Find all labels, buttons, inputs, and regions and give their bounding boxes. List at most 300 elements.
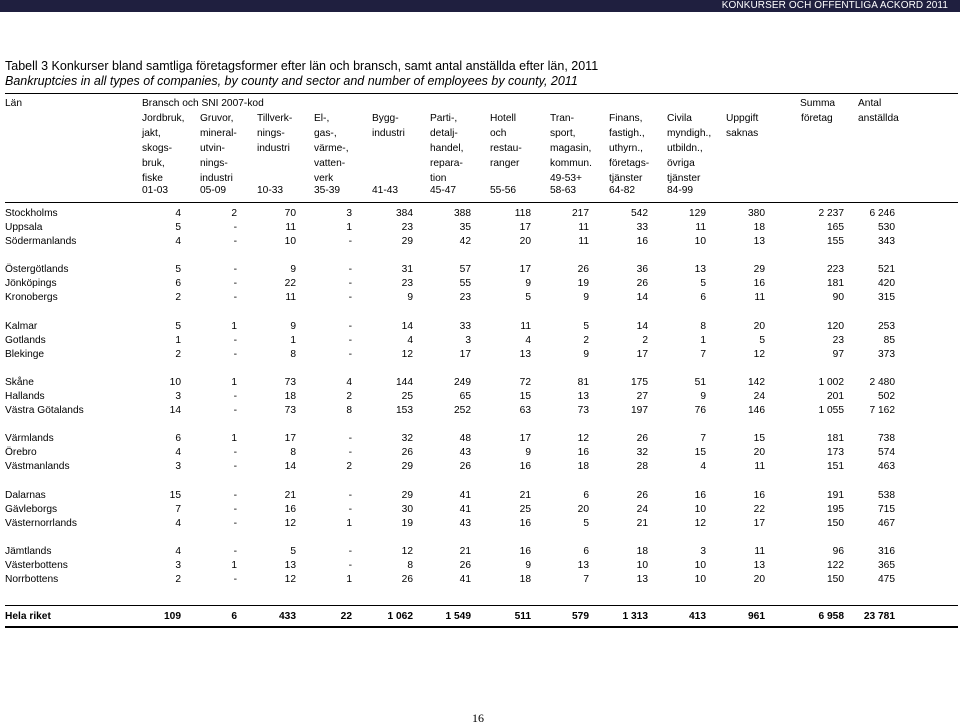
table-cell: 11 xyxy=(578,236,589,247)
table-cell: 51 xyxy=(694,377,706,388)
column-header-line: jakt, xyxy=(142,128,161,139)
column-header-line: nings- xyxy=(200,158,228,169)
table-cell: 76 xyxy=(694,405,706,416)
column-header-line: ranger xyxy=(490,158,520,169)
column-header-line: verk xyxy=(314,173,334,184)
table-cell: 26 xyxy=(459,560,471,571)
table-cell: 146 xyxy=(748,405,765,416)
table-cell: 1 xyxy=(290,335,296,346)
table-cell: 73 xyxy=(577,405,589,416)
row-label: Kronobergs xyxy=(5,292,58,303)
column-header-line: bruk, xyxy=(142,158,165,169)
row-label: Örebro xyxy=(5,447,37,458)
table-cell: - xyxy=(348,335,352,346)
table-cell: 181 xyxy=(827,278,844,289)
table-cell: 21 xyxy=(284,490,296,501)
table-cell: 27 xyxy=(636,391,648,402)
table-cell: 5 xyxy=(583,321,589,332)
table-cell: 90 xyxy=(832,292,844,303)
table-cell: 29 xyxy=(401,236,413,247)
table-cell: 12 xyxy=(694,518,706,529)
table-cell: 120 xyxy=(827,321,844,332)
table-cell: 41 xyxy=(459,574,471,585)
table-cell: 738 xyxy=(878,433,895,444)
table-cell: - xyxy=(348,433,352,444)
table-cell: 12 xyxy=(753,349,765,360)
column-header-line: Bygg- xyxy=(372,113,399,124)
column-header-line: utvin- xyxy=(200,143,225,154)
column-header-line: industri xyxy=(200,173,233,184)
header-bottom-rule xyxy=(5,202,958,203)
table-cell: 5 xyxy=(525,292,531,303)
table-cell: 13 xyxy=(753,560,765,571)
table-cell: 21 xyxy=(636,518,648,529)
column-header-line: magasin, xyxy=(550,143,592,154)
table-cell: 2 xyxy=(583,335,589,346)
total-top-rule xyxy=(5,605,958,606)
table-cell: 20 xyxy=(753,574,765,585)
table-cell: 16 xyxy=(753,490,765,501)
table-cell: 9 xyxy=(700,391,706,402)
column-header-line: Civila xyxy=(667,113,692,124)
table-cell: 151 xyxy=(827,461,844,472)
table-cell: 7 xyxy=(700,349,706,360)
table-cell: 129 xyxy=(689,208,706,219)
table-cell: 20 xyxy=(753,321,765,332)
table-cell: 2 237 xyxy=(818,208,844,219)
table-cell: - xyxy=(348,236,352,247)
table-cell: 16 xyxy=(519,546,531,557)
table-cell: 5 xyxy=(759,335,765,346)
table-cell: 14 xyxy=(284,461,296,472)
table-cell: 5 xyxy=(290,546,296,557)
table-cell: 10 xyxy=(694,574,706,585)
table-cell: 41 xyxy=(459,490,471,501)
table-cell: 29 xyxy=(401,490,413,501)
table-cell: 155 xyxy=(827,236,844,247)
table-cell: 2 xyxy=(231,208,237,219)
column-header-line: Gruvor, xyxy=(200,113,234,124)
table-cell: - xyxy=(348,546,352,557)
table-cell: 1 xyxy=(175,335,181,346)
table-cell: 26 xyxy=(636,433,648,444)
table-cell: 2 xyxy=(346,391,352,402)
table-cell: 6 246 xyxy=(869,208,895,219)
column-header-line: värme-, xyxy=(314,143,349,154)
table-cell: 9 xyxy=(583,292,589,303)
table-cell: 521 xyxy=(878,264,895,275)
row-label: Södermanlands xyxy=(5,236,77,247)
table-cell: 1 xyxy=(231,433,237,444)
table-cell: 18 xyxy=(636,546,648,557)
column-header-line: gas-, xyxy=(314,128,337,139)
table-cell: 57 xyxy=(459,264,471,275)
column-header-line: vatten- xyxy=(314,158,346,169)
table-cell: 530 xyxy=(878,222,895,233)
table-cell: 26 xyxy=(636,490,648,501)
table-cell: 9 xyxy=(290,264,296,275)
column-header-lan: Län xyxy=(5,98,22,109)
table-cell: 48 xyxy=(459,433,471,444)
table-cell: 3 xyxy=(175,560,181,571)
table-cell: 14 xyxy=(636,321,648,332)
table-cell: 4 xyxy=(175,518,181,529)
table-cell: - xyxy=(233,391,237,402)
table-cell: 8 xyxy=(290,349,296,360)
table-cell: 85 xyxy=(883,335,895,346)
table-cell: 36 xyxy=(636,264,648,275)
table-cell: 150 xyxy=(827,574,844,585)
table-cell: 24 xyxy=(636,504,648,515)
table-cell: 6 xyxy=(583,546,589,557)
table-cell: 538 xyxy=(878,490,895,501)
table-cell: 16 xyxy=(636,236,648,247)
table-cell: 13 xyxy=(636,574,648,585)
table-cell: 2 xyxy=(175,349,181,360)
table-cell: - xyxy=(348,278,352,289)
table-cell: - xyxy=(233,447,237,458)
table-cell: 165 xyxy=(827,222,844,233)
table-cell: 10 xyxy=(694,560,706,571)
table-cell: - xyxy=(233,264,237,275)
table-cell: 118 xyxy=(514,208,531,219)
row-label: Västra Götalands xyxy=(5,405,84,416)
table-cell: 7 162 xyxy=(869,405,895,416)
table-cell: 16 xyxy=(284,504,296,515)
column-header-line: 05-09 xyxy=(200,185,227,196)
table-cell: 31 xyxy=(401,264,413,275)
table-cell: 96 xyxy=(832,546,844,557)
column-header-bransch: Bransch och SNI 2007-kod xyxy=(142,98,264,109)
table-cell: 30 xyxy=(401,504,413,515)
table-cell: 20 xyxy=(519,236,531,247)
table-cell: 14 xyxy=(401,321,413,332)
table-cell: 18 xyxy=(284,391,296,402)
table-cell: 19 xyxy=(401,518,413,529)
table-cell: 17 xyxy=(459,349,471,360)
table-cell: 9 xyxy=(290,321,296,332)
row-label: Gävleborgs xyxy=(5,504,58,515)
table-cell: 10 xyxy=(169,377,181,388)
column-header-line: 58-63 xyxy=(550,185,577,196)
total-row-label: Hela riket xyxy=(5,611,51,622)
column-header-line: utbildn., xyxy=(667,143,703,154)
column-header-line: industri xyxy=(257,143,290,154)
table-cell: 20 xyxy=(577,504,589,515)
table-cell: 4 xyxy=(175,546,181,557)
page-number: 16 xyxy=(472,711,484,725)
table-cell: - xyxy=(348,349,352,360)
total-cell: 6 xyxy=(231,611,237,622)
column-header-line: Tran- xyxy=(550,113,574,124)
table-cell: 28 xyxy=(636,461,648,472)
table-cell: 32 xyxy=(636,447,648,458)
table-cell: 1 xyxy=(231,377,237,388)
table-cell: 8 xyxy=(700,321,706,332)
table-cell: 542 xyxy=(631,208,648,219)
table-cell: 12 xyxy=(577,433,589,444)
table-cell: 21 xyxy=(459,546,471,557)
table-cell: 22 xyxy=(284,278,296,289)
table-cell: - xyxy=(233,222,237,233)
table-cell: 388 xyxy=(454,208,471,219)
table-cell: 43 xyxy=(459,447,471,458)
table-cell: 343 xyxy=(878,236,895,247)
column-header-line: fastigh., xyxy=(609,128,645,139)
table-cell: - xyxy=(233,574,237,585)
column-header-line: repara- xyxy=(430,158,463,169)
column-header-line: uthyrn., xyxy=(609,143,643,154)
table-cell: 467 xyxy=(878,518,895,529)
table-cell: 6 xyxy=(175,433,181,444)
table-cell: 17 xyxy=(519,222,531,233)
column-header-line: kommun. xyxy=(550,158,592,169)
table-cell: 26 xyxy=(636,278,648,289)
total-cell: 22 xyxy=(340,611,352,622)
table-cell: 4 xyxy=(346,377,352,388)
table-cell: 2 480 xyxy=(869,377,895,388)
table-cell: 26 xyxy=(401,574,413,585)
table-cell: 70 xyxy=(284,208,296,219)
table-cell: 150 xyxy=(827,518,844,529)
table-cell: 201 xyxy=(827,391,844,402)
row-label: Västmanlands xyxy=(5,461,70,472)
column-header-line: 45-47 xyxy=(430,185,457,196)
table-cell: 11 xyxy=(578,222,589,233)
table-cell: 21 xyxy=(519,490,531,501)
table-cell: 29 xyxy=(753,264,765,275)
running-title: KONKURSER OCH OFFENTLIGA ACKORD 2011 xyxy=(721,0,948,11)
table-cell: 10 xyxy=(694,236,706,247)
table-cell: 315 xyxy=(878,292,895,303)
table-cell: 1 055 xyxy=(818,405,844,416)
table-cell: 373 xyxy=(878,349,895,360)
table-cell: 6 xyxy=(700,292,706,303)
table-cell: 8 xyxy=(290,447,296,458)
table-cell: 380 xyxy=(748,208,765,219)
table-cell: - xyxy=(233,349,237,360)
table-cell: 41 xyxy=(459,504,471,515)
table-cell: 26 xyxy=(401,447,413,458)
table-cell: 4 xyxy=(700,461,706,472)
table-cell: 17 xyxy=(519,264,531,275)
column-header-antal-sub: anställda xyxy=(858,113,899,124)
column-header-line: industri xyxy=(372,128,405,139)
table-cell: 17 xyxy=(636,349,648,360)
table-cell: 249 xyxy=(454,377,471,388)
column-header-line: övriga xyxy=(667,158,695,169)
column-header-summa: Summa xyxy=(800,98,836,109)
table-cell: 8 xyxy=(407,560,413,571)
row-label: Östergötlands xyxy=(5,264,69,275)
column-header-line: 10-33 xyxy=(257,185,284,196)
table-cell: 6 xyxy=(583,490,589,501)
column-header-line: fiske xyxy=(142,173,163,184)
table-cell: 72 xyxy=(519,377,531,388)
table-cell: - xyxy=(348,292,352,303)
table-cell: 17 xyxy=(753,518,765,529)
table-cell: 463 xyxy=(878,461,895,472)
total-cell: 109 xyxy=(164,611,181,622)
row-label: Norrbottens xyxy=(5,574,59,585)
table-cell: 12 xyxy=(284,518,296,529)
total-cell: 6 958 xyxy=(818,611,844,622)
table-cell: 574 xyxy=(878,447,895,458)
column-header-line: 35-39 xyxy=(314,185,341,196)
table-cell: - xyxy=(233,504,237,515)
table-cell: 7 xyxy=(175,504,181,515)
table-cell: - xyxy=(233,546,237,557)
table-cell: - xyxy=(348,447,352,458)
table-cell: - xyxy=(348,560,352,571)
table-cell: 10 xyxy=(284,236,296,247)
row-label: Dalarnas xyxy=(5,490,46,501)
table-cell: 10 xyxy=(694,504,706,515)
table-cell: 5 xyxy=(175,222,181,233)
table-cell: 73 xyxy=(284,405,296,416)
table-cell: - xyxy=(233,335,237,346)
table-cell: 73 xyxy=(284,377,296,388)
table-cell: 5 xyxy=(175,321,181,332)
row-label: Uppsala xyxy=(5,222,43,233)
table-cell: 23 xyxy=(832,335,844,346)
column-header-line: 01-03 xyxy=(142,185,169,196)
table-cell: 223 xyxy=(827,264,844,275)
table-cell: - xyxy=(233,461,237,472)
table-cell: 23 xyxy=(459,292,471,303)
table-cell: 15 xyxy=(694,447,706,458)
table-cell: 475 xyxy=(878,574,895,585)
column-header-line: Jordbruk, xyxy=(142,113,185,124)
table-cell: 715 xyxy=(878,504,895,515)
table-cell: 1 xyxy=(346,574,352,585)
table-cell: 42 xyxy=(459,236,471,247)
table-cell: 365 xyxy=(878,560,895,571)
column-header-line: restau- xyxy=(490,143,522,154)
total-cell: 1 549 xyxy=(445,611,471,622)
row-label: Västernorrlands xyxy=(5,518,77,529)
column-header-line: El-, xyxy=(314,113,330,124)
table-cell: 13 xyxy=(284,560,296,571)
table-cell: 1 xyxy=(346,222,352,233)
table-cell: 15 xyxy=(519,391,531,402)
table-cell: 11 xyxy=(754,292,765,303)
column-header-line: detalj- xyxy=(430,128,458,139)
table-cell: 17 xyxy=(519,433,531,444)
table-cell: 384 xyxy=(396,208,413,219)
table-cell: - xyxy=(348,504,352,515)
table-cell: 65 xyxy=(459,391,471,402)
table-cell: 5 xyxy=(700,278,706,289)
table-title: Tabell 3 Konkurser bland samtliga företagsformer efter län och bransch, samt antal anställda efter län, 2011 xyxy=(5,59,599,73)
total-cell: 1 313 xyxy=(622,611,648,622)
column-header-line: mineral- xyxy=(200,128,237,139)
table-cell: 17 xyxy=(284,433,296,444)
column-header-line: 64-82 xyxy=(609,185,636,196)
row-label: Hallands xyxy=(5,391,45,402)
total-cell: 511 xyxy=(514,611,531,622)
table-cell: 4 xyxy=(525,335,531,346)
row-label: Kalmar xyxy=(5,321,38,332)
table-cell: 5 xyxy=(583,518,589,529)
table-cell: 14 xyxy=(169,405,181,416)
table-cell: 3 xyxy=(465,335,471,346)
table-cell: 9 xyxy=(583,349,589,360)
table-cell: 97 xyxy=(832,349,844,360)
table-cell: 5 xyxy=(175,264,181,275)
table-cell: 9 xyxy=(525,447,531,458)
table-cell: 16 xyxy=(753,278,765,289)
table-cell: 420 xyxy=(878,278,895,289)
table-cell: 191 xyxy=(827,490,844,501)
table-cell: 2 xyxy=(642,335,648,346)
table-cell: - xyxy=(233,405,237,416)
table-cell: 1 xyxy=(231,560,237,571)
table-cell: - xyxy=(233,278,237,289)
table-cell: 502 xyxy=(878,391,895,402)
table-cell: 181 xyxy=(827,433,844,444)
table-cell: 23 xyxy=(401,278,413,289)
table-cell: 11 xyxy=(520,321,531,332)
column-header-line: skogs- xyxy=(142,143,173,154)
table-cell: 15 xyxy=(753,433,765,444)
table-cell: 217 xyxy=(572,208,589,219)
table-cell: 3 xyxy=(700,546,706,557)
table-cell: 35 xyxy=(459,222,471,233)
table-cell: 175 xyxy=(631,377,648,388)
table-cell: 8 xyxy=(346,405,352,416)
table-cell: 29 xyxy=(401,461,413,472)
column-header-line: 49-53+ xyxy=(550,173,583,184)
table-cell: 18 xyxy=(753,222,765,233)
table-cell: 7 xyxy=(700,433,706,444)
table-cell: 22 xyxy=(753,504,765,515)
column-header-line: tjänster xyxy=(609,173,643,184)
table-cell: 252 xyxy=(454,405,471,416)
table-cell: 9 xyxy=(407,292,413,303)
table-cell: 26 xyxy=(459,461,471,472)
row-label: Blekinge xyxy=(5,349,45,360)
table-cell: 55 xyxy=(459,278,471,289)
column-header-line: Uppgift xyxy=(726,113,759,124)
total-cell: 413 xyxy=(689,611,706,622)
table-cell: 81 xyxy=(577,377,589,388)
table-cell: 9 xyxy=(525,278,531,289)
table-cell: 11 xyxy=(754,546,765,557)
table-cell: 19 xyxy=(577,278,589,289)
column-header-line: tion xyxy=(430,173,447,184)
table-cell: 1 xyxy=(346,518,352,529)
column-header-line: Tillverk- xyxy=(257,113,293,124)
table-cell: 153 xyxy=(396,405,413,416)
table-cell: 13 xyxy=(753,236,765,247)
table-cell: 12 xyxy=(401,546,413,557)
total-cell: 433 xyxy=(279,611,296,622)
table-cell: 1 xyxy=(700,335,706,346)
table-cell: 144 xyxy=(396,377,413,388)
table-cell: - xyxy=(233,490,237,501)
table-cell: 2 xyxy=(346,461,352,472)
total-cell: 23 781 xyxy=(863,611,895,622)
table-cell: - xyxy=(233,236,237,247)
table-cell: 2 xyxy=(175,292,181,303)
table-cell: 4 xyxy=(175,447,181,458)
table-cell: 16 xyxy=(694,490,706,501)
table-cell: 7 xyxy=(583,574,589,585)
table-cell: 6 xyxy=(175,278,181,289)
table-cell: 15 xyxy=(169,490,181,501)
table-cell: 18 xyxy=(577,461,589,472)
